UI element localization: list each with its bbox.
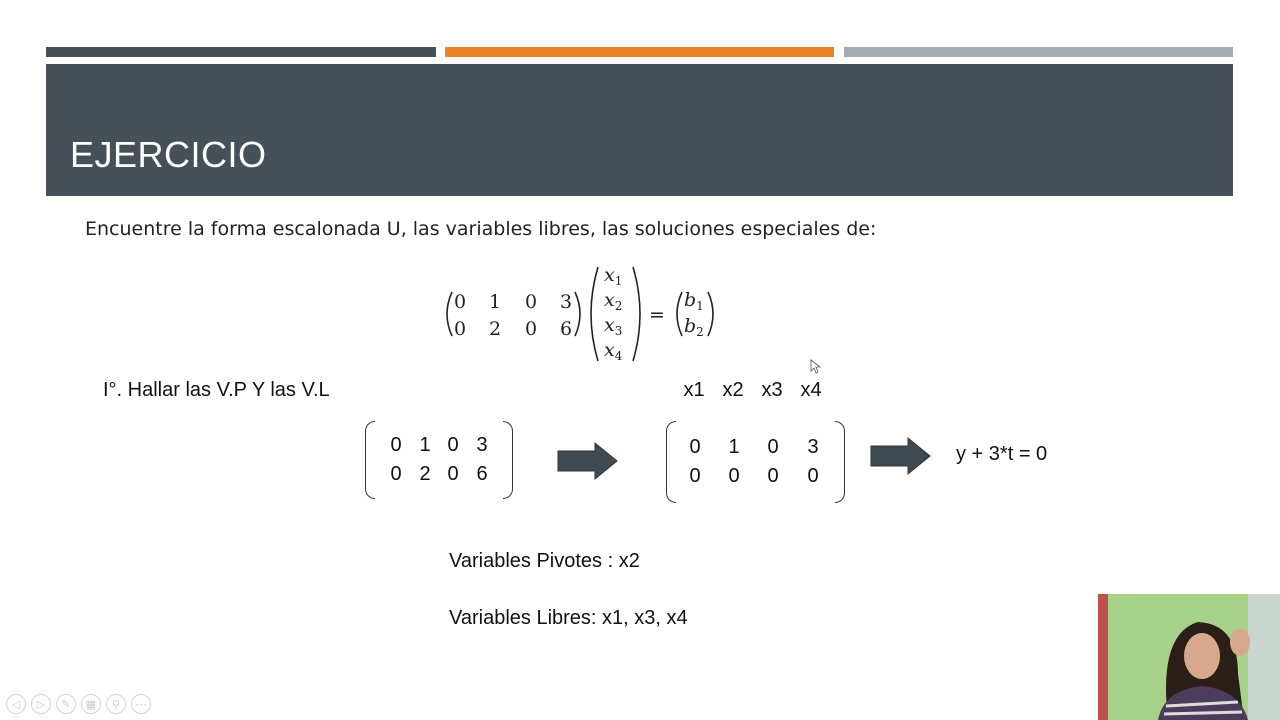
eq-x1: x <box>604 264 615 286</box>
eq-b2-sub: 2 <box>696 325 704 339</box>
slide-title: EJERCICIO <box>70 134 267 175</box>
slides-icon[interactable]: ▦ <box>81 694 101 714</box>
eq-b2: b <box>684 315 697 337</box>
eq-a23: 0 <box>525 318 538 340</box>
eq-b1: b <box>684 289 697 311</box>
svg-text:x1 <box>604 264 622 288</box>
eq-equals: = <box>649 304 665 326</box>
svg-text:x4 <box>604 339 623 363</box>
matrix-u-cell: 0 <box>767 436 779 458</box>
eq-x2-sub: 2 <box>614 299 623 313</box>
svg-text:x2 <box>604 289 622 313</box>
right-arrow-icon <box>870 436 932 481</box>
matrix-a-cell: 3 <box>476 434 488 456</box>
pen-icon[interactable]: ✎ <box>56 694 76 714</box>
matrix-u <box>666 421 845 501</box>
header-x2: x2 <box>722 379 744 401</box>
matrix-a-cell: 0 <box>390 463 402 485</box>
mouse-cursor-icon <box>810 359 822 380</box>
presenter-webcam <box>1098 594 1280 720</box>
svg-text:b1 <box>684 289 704 313</box>
zoom-icon[interactable]: ⚲ <box>106 694 126 714</box>
prev-icon[interactable]: ◁ <box>6 694 26 714</box>
eq-a24: 6 <box>560 318 573 340</box>
matrix-a-cell: 2 <box>419 463 431 485</box>
eq-x4-sub: 4 <box>614 349 623 363</box>
matrix-a-cell: 0 <box>390 434 402 456</box>
accent-bar-gray <box>844 47 1233 57</box>
matrix-a-left-bracket <box>365 421 375 499</box>
eq-a12: 1 <box>489 291 502 313</box>
equation-graphic <box>440 264 730 366</box>
presenter-video-frame <box>1098 594 1280 720</box>
eq-x3-sub: 3 <box>614 324 623 338</box>
eq-a14: 3 <box>560 291 573 313</box>
accent-bar-dark <box>46 47 436 57</box>
more-icon[interactable]: ⋯ <box>131 694 151 714</box>
matrix-u-cell: 0 <box>689 465 701 487</box>
free-variables-text: Variables Libres: x1, x3, x4 <box>449 607 688 629</box>
svg-text:b2 <box>684 315 704 339</box>
matrix-a-cell: 0 <box>447 434 459 456</box>
eq-a22: 2 <box>489 318 502 340</box>
matrix-u-cell: 0 <box>767 465 779 487</box>
eq-x3: x <box>604 314 615 336</box>
matrix-u-cell: 3 <box>807 436 819 458</box>
matrix-a-right-bracket <box>503 421 513 499</box>
accent-bar-orange <box>445 47 834 57</box>
header-x1: x1 <box>683 379 705 401</box>
eq-b1-sub: 1 <box>696 299 704 313</box>
right-arrow-icon <box>557 441 619 486</box>
eq-a11: 0 <box>454 291 467 313</box>
matrix-a-cell: 6 <box>476 463 488 485</box>
matrix-a-cell: 1 <box>419 434 431 456</box>
matrix-a <box>365 421 513 497</box>
matrix-u-cell: 0 <box>689 436 701 458</box>
eq-x1-sub: 1 <box>614 274 623 288</box>
formula-text: y + 3*t = 0 <box>956 443 1048 465</box>
matrix-u-right-bracket <box>835 421 845 503</box>
header-x3: x3 <box>761 379 783 401</box>
matrix-u-cell: 0 <box>728 465 740 487</box>
instruction-text: Encuentre la forma escalonada U, las variables libres, las soluciones especiales de: <box>85 218 877 240</box>
title-band <box>46 64 1233 196</box>
eq-x2: x <box>604 289 615 311</box>
equation <box>440 264 730 366</box>
next-icon[interactable]: ▷ <box>31 694 51 714</box>
matrix-a-cell: 0 <box>447 463 459 485</box>
eq-a13: 0 <box>525 291 538 313</box>
slideshow-controls <box>6 694 151 716</box>
eq-x4: x <box>604 339 615 361</box>
matrix-u-cell: 0 <box>807 465 819 487</box>
matrix-u-cell: 1 <box>728 436 740 458</box>
eq-a21: 0 <box>454 318 467 340</box>
step-label: I°. Hallar las V.P Y las V.L <box>103 379 330 401</box>
svg-text:x3 <box>604 314 622 338</box>
header-x4: x4 <box>800 379 822 401</box>
matrix-u-left-bracket <box>666 421 676 503</box>
pivot-variables-text: Variables Pivotes : x2 <box>449 550 640 572</box>
